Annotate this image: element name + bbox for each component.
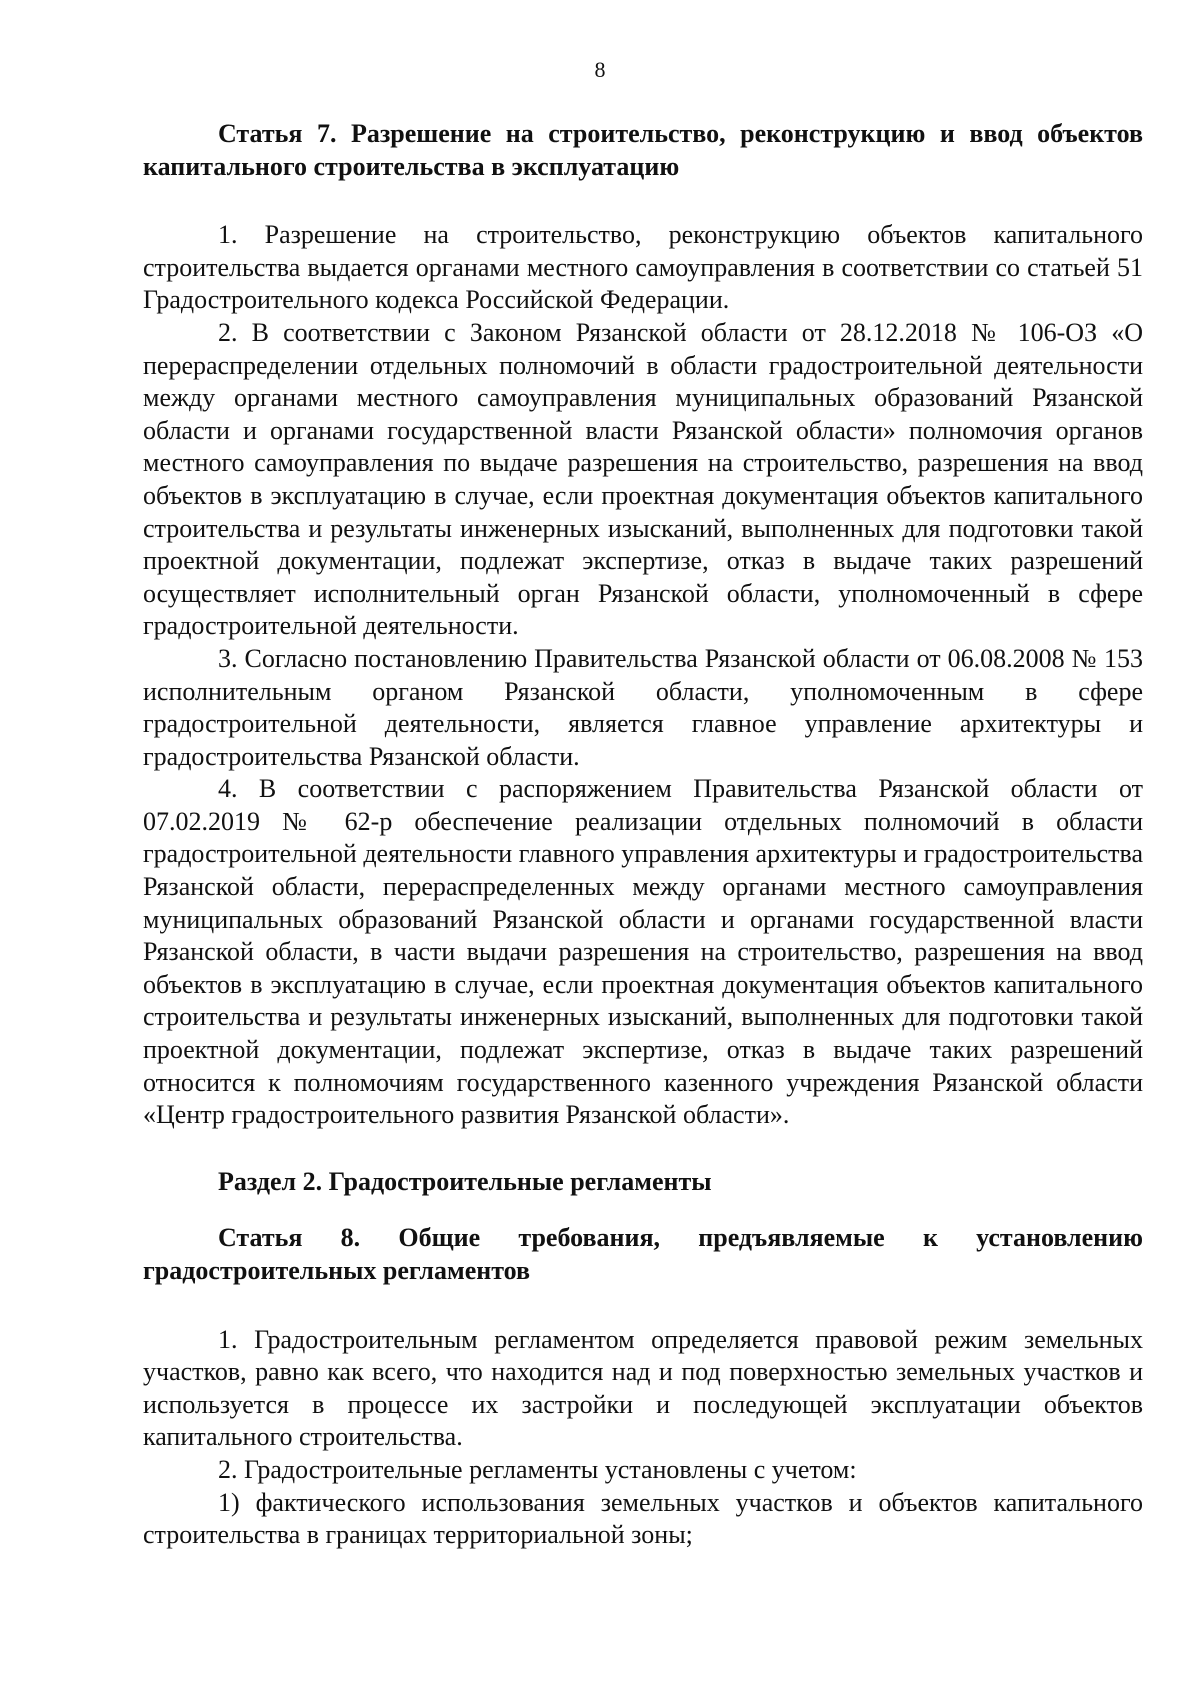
article-7-heading: Статья 7. Разрешение на строительство, реконструкцию и ввод объектов капитального строительства в эксплуатацию: [143, 119, 1143, 181]
article-8-heading: Статья 8. Общие требования, предъявляемые к установлению градостроительных регламентов: [143, 1223, 1143, 1285]
article-7-paragraph-4: 4. В соответствии с распоряжением Правительства Рязанской области от 07.02.2019 № 62-р обеспечение реализации отдельных полномочий в области градостроительной деятельности главного управления архитектуры и градостроительства Рязанской области, перераспределенных между органами местного самоуправления муниципальных образований Рязанской области и органами государственной власти Рязанской области, в части выдачи разрешения на строительство, разрешения на ввод объектов в эксплуатацию в случае, если проектная документация объектов капитального строительства и результаты инженерных изысканий, выполненных для подготовки такой проектной документации, подлежат экспертизе, отказ в выдаче таких разрешений относится к полномочиям государственного казенного учреждения Рязанской области «Центр градостроительного развития Рязанской области».: [143, 774, 1143, 1130]
article-8-list-item-1: 1) фактического использования земельных участков и объектов капитального строительства в границах территориальной зоны;: [143, 1487, 1143, 1550]
spacer: [143, 183, 1143, 219]
article-7-paragraph-2: 2. В соответствии с Законом Рязанской области от 28.12.2018 № 106-ОЗ «О перераспределении отдельных полномочий в области градостроительной деятельности между органами местного самоуправления муниципальных образований Рязанской области и органами государственной власти Рязанской области» полномочия органов местного самоуправления по выдаче разрешения на строительство, разрешения на ввод объектов в эксплуатацию в случае, если проектная документация объектов капитального строительства и результаты инженерных изысканий, выполненных для подготовки такой проектной документации, подлежат экспертизе, отказ в выдаче таких разрешений осуществляет исполнительный орган Рязанской области, уполномоченный в сфере градостроительной деятельности.: [143, 317, 1143, 641]
article-8-paragraph-2: 2. Градостроительные регламенты установлены с учетом:: [218, 1454, 857, 1484]
document-body: [143, 118, 1143, 1552]
article-7-paragraph-1: 1. Разрешение на строительство, реконструкцию объектов капитального строительства выдается органами местного самоуправления в соответствии со статьей 51 Градостроительного кодекса Российской Федерации.: [143, 220, 1143, 315]
article-7-paragraph-3: 3. Согласно постановлению Правительства Рязанской области от 06.08.2008 № 153 исполнительным органом Рязанской области, уполномоченным в сфере градостроительной деятельности, является главное управление архитектуры и градостроительства Рязанской области.: [143, 643, 1143, 771]
spacer: [143, 1198, 1143, 1222]
page-number: 8: [594, 57, 606, 82]
article-8-paragraph-1: 1. Градостроительным регламентом определяется правовой режим земельных участков, равно как всего, что находится над и под поверхностью земельных участков и используется в процессе их застройки и последующей эксплуатации объектов капитального строительства.: [143, 1324, 1143, 1452]
section-2-heading: Раздел 2. Градостроительные регламенты: [218, 1166, 712, 1196]
spacer: [143, 1288, 1143, 1324]
